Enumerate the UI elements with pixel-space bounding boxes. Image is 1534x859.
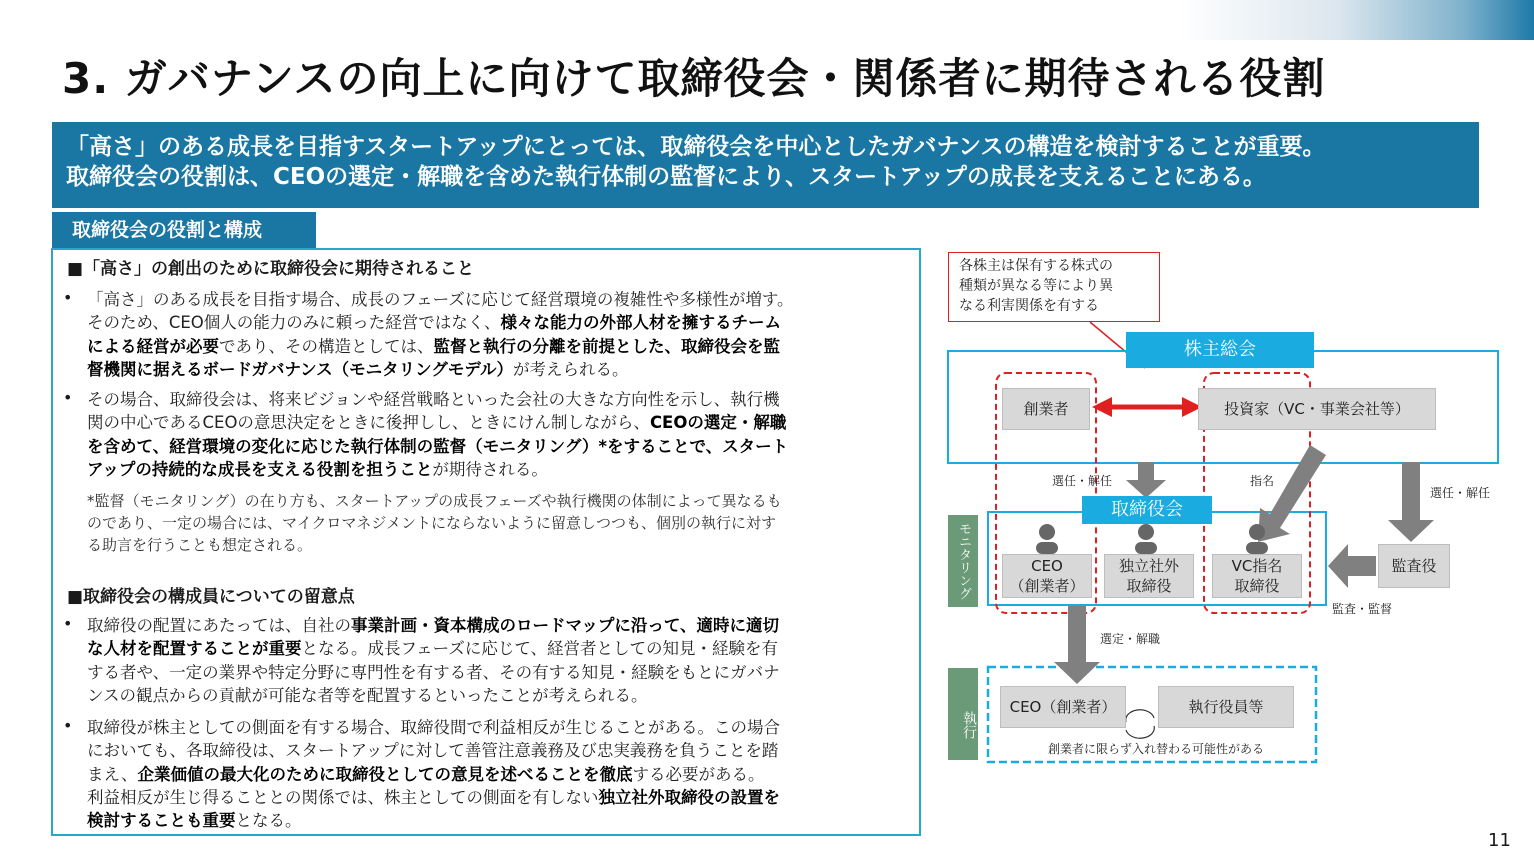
- note-line: る助言を行うことも想定される。: [87, 536, 313, 554]
- callout-line: 各株主は保有する株式の: [959, 258, 1113, 274]
- execution-side-label: 執行: [948, 668, 978, 760]
- decorative-gradient: [1180, 0, 1534, 40]
- text-line: まえ、企業価値の最大化のために取締役としての意見を述べることを徹底する必要がある。: [87, 764, 765, 784]
- elect-dismiss-right-label: 選任・解任: [1430, 486, 1491, 500]
- bullet-text: [87, 614, 917, 707]
- page-number: 11: [1488, 830, 1511, 851]
- investor-box: 投資家（VC・事業会社等）: [1198, 388, 1436, 430]
- list-item: [63, 288, 913, 388]
- list-item: [63, 388, 913, 488]
- bullet-text: [87, 288, 917, 381]
- text-line: 関の中心であるCEOの意思決定をときに後押しし、ときにけん制しながら、CEOの選定・解職: [87, 413, 787, 433]
- bullet: •: [63, 288, 73, 307]
- summary-line-2: 取締役会の役割は、CEOの選定・解職を含めた執行体制の監督により、スタートアップの成長を支えることにある。: [66, 164, 1266, 190]
- text-line: 「高さ」のある成長を目指す場合、成長のフェーズに応じて経営環境の複雑性や多様性が増す。: [87, 290, 794, 309]
- text-line: においても、各取締役は、スタートアップに対して善管注意義務及び忠実義務を負うことを踏: [87, 741, 779, 761]
- left-text-panel: [51, 248, 921, 836]
- box-line: VC指名: [1231, 557, 1283, 575]
- bullet-text: [87, 716, 917, 832]
- text-line: する者や、一定の業界や特定分野に専門性を有する者、その有する知見・経験をもとにガバナ: [87, 662, 780, 682]
- footnote: [87, 490, 917, 556]
- note-line: *監督（モニタリング）の在り方も、スタートアップの成長フェーズや執行機関の体制によって異なるも: [87, 492, 782, 510]
- exec-ceo-box: CEO（創業者）: [1000, 686, 1126, 728]
- elect-dismiss-label: 選任・解任: [1052, 474, 1113, 488]
- page-title: 3. ガバナンスの向上に向けて取締役会・関係者に期待される役割: [62, 54, 1326, 103]
- box-line: （創業者）: [1009, 577, 1085, 595]
- text-line: その場合、取締役会は、将来ビジョンや経営戦略といった会社の大きな方向性を示し、執行機: [87, 390, 780, 409]
- audit-label: 監査・監督: [1332, 602, 1393, 616]
- callout-line: なる利害関係を有する: [959, 298, 1099, 314]
- auditor-elect-arrow: [1388, 462, 1434, 542]
- box-line: 取締役: [1126, 577, 1172, 595]
- box-line: CEO: [1031, 557, 1063, 575]
- founder-box: 創業者: [1002, 388, 1090, 430]
- text-line: による経営が必要であり、その構造としては、監督と執行の分離を前提とした、取締役会を監: [87, 336, 780, 356]
- list-item: [63, 716, 913, 836]
- callout-line: 種類が異なる等により異: [959, 278, 1113, 294]
- exec-note: 創業者に限らず入れ替わる可能性がある: [1048, 742, 1265, 756]
- ceo-director-box: [1002, 554, 1092, 598]
- note-line: のであり、一定の場合には、マイクロマネジメントにならないように留意しつつも、個別の執行に対す: [87, 514, 776, 532]
- bullet-text: [87, 388, 917, 481]
- bullet: •: [63, 388, 73, 407]
- list-item: [63, 614, 913, 714]
- monitoring-side-label: モニタリング: [948, 515, 978, 607]
- summary-line-1: 「高さ」のある成長を目指すスタートアップにとっては、取締役会を中心としたガバナンスの構造を検討することが重要。: [66, 134, 1326, 160]
- bullet: •: [63, 614, 73, 633]
- section-heading-expectations: ■「高さ」の創出のために取締役会に期待されること: [67, 259, 475, 279]
- section-heading-members: ■取締役会の構成員についての留意点: [67, 587, 355, 607]
- nominate-label: 指名: [1250, 474, 1275, 488]
- elect-arrow: [1126, 462, 1166, 498]
- rotate-arc-top: [1126, 710, 1154, 722]
- shareholders-meeting-label: 株主総会: [1126, 332, 1314, 368]
- text-line: な人材を配置することが重要となる。成長フェーズに応じて、経営者としての知見・経験を有: [87, 639, 779, 659]
- text-line: を含めて、経営環境の変化に応じた執行体制の監督（モニタリング）*をすることで、スタート: [87, 436, 789, 456]
- section-tab: 取締役会の役割と構成: [52, 212, 316, 248]
- board-label: 取締役会: [1082, 496, 1212, 524]
- person-icon: [1135, 524, 1157, 554]
- person-icon: [1036, 524, 1058, 554]
- nominate-arrow: [1258, 445, 1326, 542]
- text-line: 取締役が株主としての側面を有する場合、取締役間で利益相反が生じることがある。この場合: [87, 718, 780, 737]
- summary-banner: [52, 122, 1479, 208]
- select-dismiss-label: 選定・解職: [1100, 632, 1161, 646]
- governance-diagram: [940, 240, 1520, 780]
- rotate-arc-bottom: [1126, 726, 1154, 738]
- box-line: 独立社外: [1118, 557, 1179, 575]
- audit-arrow: [1328, 544, 1376, 588]
- auditor-box: 監査役: [1378, 544, 1450, 588]
- bullet: •: [63, 716, 73, 735]
- text-line: アップの持続的な成長を支える役割を担うことが期待される。: [87, 459, 548, 479]
- text-line: そのため、CEO個人の能力のみに頼った経営ではなく、様々な能力の外部人材を擁するチーム: [87, 313, 781, 333]
- text-line: 利益相反が生じ得ることとの関係では、株主としての側面を有しない独立社外取締役の設置を: [87, 787, 780, 807]
- text-line: 取締役の配置にあたっては、自社の事業計画・資本構成のロードマップに沿って、適時に適切: [87, 616, 780, 635]
- independent-director-box: [1104, 554, 1194, 598]
- text-line: 督機関に据えるボードガバナンス（モニタリングモデル）が考えられる。: [87, 359, 629, 379]
- vc-director-box: [1212, 554, 1302, 598]
- text-line: ンスの観点からの貢献が可能な者等を配置するといったことが考えられる。: [87, 685, 648, 705]
- text-line: 検討することも重要となる。: [87, 811, 302, 831]
- exec-officers-box: 執行役員等: [1158, 686, 1294, 728]
- select-arrow: [1054, 606, 1100, 684]
- box-line: 取締役: [1234, 577, 1280, 595]
